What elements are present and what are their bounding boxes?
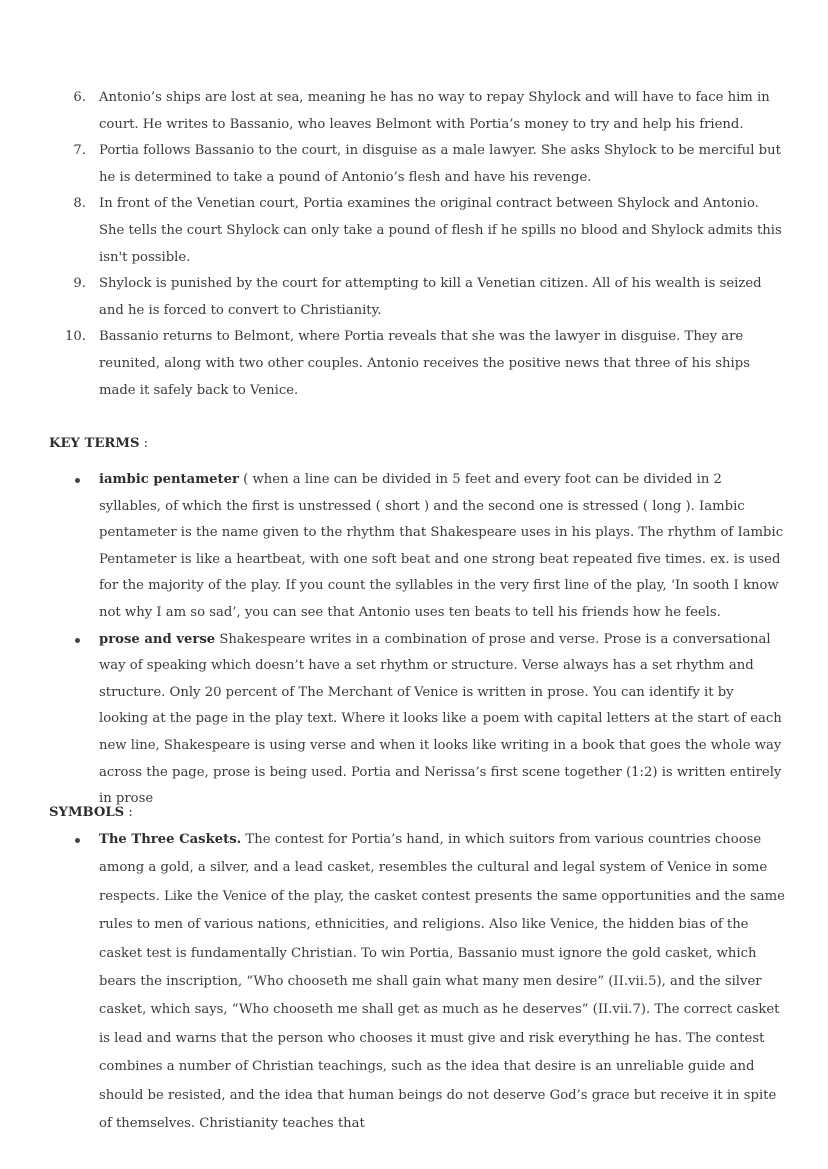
- list-item: [0, 85, 828, 138]
- list-number: 6.: [73, 90, 86, 105]
- symbols-heading: [49, 803, 133, 823]
- list-item-text: [99, 467, 786, 627]
- bullet-icon: [75, 478, 80, 483]
- list-number: 8.: [73, 196, 86, 212]
- plot-summary-list: [0, 85, 828, 404]
- list-item: [0, 191, 828, 271]
- list-item-text: Shylock is punished by the court for attempting to kill a Venetian citizen. All of his wealth is seized and he is forced to convert to Christianity.: [99, 276, 762, 318]
- term-label: iambic pentameter: [99, 472, 239, 487]
- key-terms-heading-text: KEY TERMS: [49, 436, 140, 451]
- list-item-text: Portia follows Bassanio to the court, in disguise as a male lawyer. She asks Shylock to be merciful but he is determined to take a pound of Antonio’s flesh and have his revenge.: [99, 143, 781, 185]
- bullet-icon: [75, 638, 80, 643]
- list-item: [0, 826, 828, 1138]
- list-item: [0, 324, 828, 404]
- bullet-icon: [75, 838, 80, 843]
- symbols-heading-text: SYMBOLS: [49, 805, 125, 820]
- list-number: 7.: [73, 143, 86, 159]
- list-item: [0, 627, 828, 813]
- term-definition: ( when a line can be divided in 5 feet and every foot can be divided in 2 syllables, of which the first is unstressed ( short ) and the second one is stressed ( long ). Iambic pentameter is the name given to the rhythm that Shakespeare uses in his plays. The rhythm of Iambic Pentameter is like a heartbeat, with one soft beat and one strong beat repeated five times. ex. is used for the majority of the play. If you count the syllables in the very first line of the play, ‘In sooth I know not why I am so sad’, you can see that Antonio uses ten beats to tell his friends how he feels.: [99, 472, 784, 620]
- term-definition: Shakespeare writes in a combination of prose and verse. Prose is a conversational way of speaking which doesn’t have a set rhythm or structure. Verse always has a set rhythm and structure. Only 20 percent of The Merchant of Venice is written in prose. You can identify it by looking at the page in the play text. Where it looks like a poem with capital letters at the start of each new line, Shakespeare is using verse and when it looks like writing in a book that goes the whole way across the page, prose is being used. Portia and Nerissa’s first scene together (1:2) is written entirely in prose: [99, 631, 782, 807]
- symbols-list: [0, 826, 828, 1138]
- list-number: 10.: [65, 329, 86, 345]
- list-number: 9.: [73, 276, 86, 292]
- list-item-text: Antonio’s ships are lost at sea, meaning he has no way to repay Shylock and will have to face him in court. He writes to Bassanio, who leaves Belmont with Portia’s money to try and help his friend.: [99, 90, 770, 132]
- key-terms-list: [0, 467, 828, 813]
- term-label: The Three Caskets.: [99, 832, 242, 847]
- list-item-text: [99, 826, 786, 1138]
- key-terms-heading-colon: :: [139, 436, 149, 451]
- list-item-text: Bassanio returns to Belmont, where Portia reveals that she was the lawyer in disguise. They are reunited, along with two other couples. Antonio receives the positive news that three of his ships made it safely back to Venice.: [99, 329, 750, 398]
- term-definition: The contest for Portia’s hand, in which suitors from various countries choose among a gold, a silver, and a lead casket, resembles the cultural and legal system of Venice in some respects. Like the Venice of the play, the casket contest presents the same opportunities and the same rules to men of various nations, ethnicities, and religions. Also like Venice, the hidden bias of the casket test is fundamentally Christian. To win Portia, Bassanio must ignore the gold casket, which bears the inscription, “Who chooseth me shall gain what many men desire” (II.vii.5), and the silver casket, which says, “Who chooseth me shall get as much as he deserves” (II.vii.7). The correct casket is lead and warns that the person who chooses it must give and risk everything he has. The contest combines a number of Christian teachings, such as the idea that desire is an unreliable guide and should be resisted, and the idea that human beings do not deserve God’s grace but receive it in spite of themselves. Christianity teaches that: [99, 832, 785, 1132]
- list-item: [0, 138, 828, 191]
- list-item-text: In front of the Venetian court, Portia examines the original contract between Shylock and Antonio. She tells the court Shylock can only take a pound of flesh if he spills no blood and Shylock admits this isn't possible.: [99, 196, 782, 265]
- key-terms-heading: [49, 434, 148, 454]
- list-item: [0, 467, 828, 627]
- list-item-text: [99, 627, 786, 813]
- symbols-heading-colon: :: [124, 805, 133, 820]
- term-label: prose and verse: [99, 631, 216, 647]
- list-item: [0, 271, 828, 324]
